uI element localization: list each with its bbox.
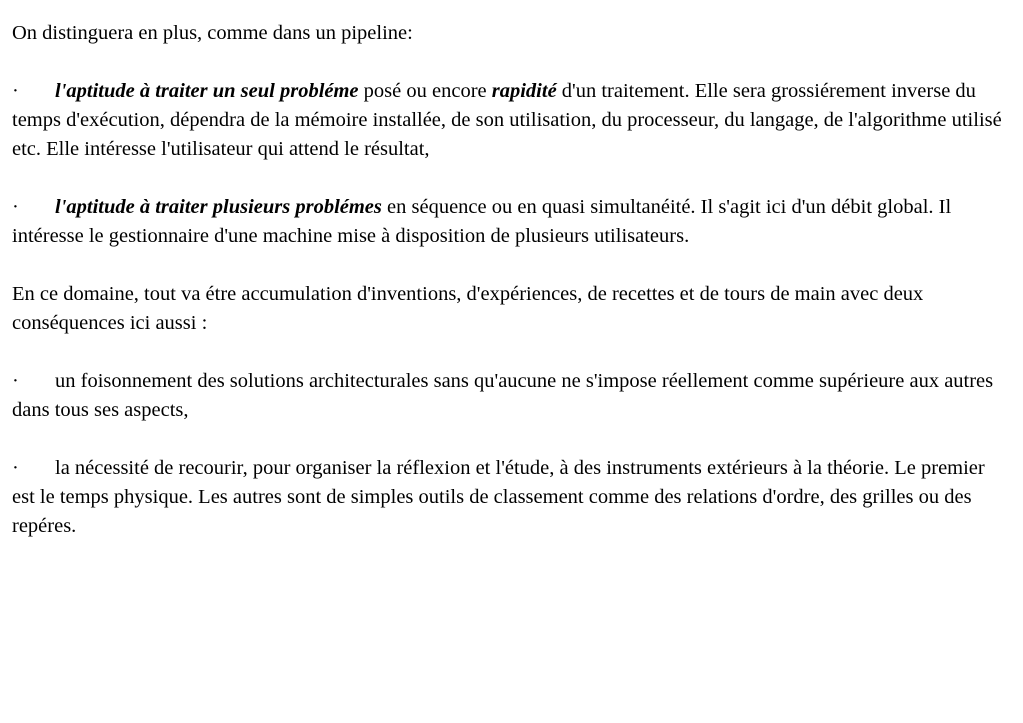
bullet-item-single-problem [12, 77, 1011, 164]
consequences-paragraph [12, 280, 1011, 338]
bullet-icon: · [12, 457, 19, 479]
item2-text-1: en séquence ou en quasi simultanéité. Il s'agit ici d'un débit global. Il intéresse le gestionnaire d'une machine mise à disposition de plusieurs utilisateurs. [12, 196, 952, 247]
emphasis-rapidity: rapidité [491, 80, 557, 102]
intro-paragraph [12, 19, 1011, 48]
intro-text: On distinguera en plus, comme dans un pipeline: [12, 22, 413, 44]
item1-text-1: posé ou encore [358, 80, 492, 102]
item1-text-2: d'un traitement. Elle sera grossiérement inverse du temps d'exécution, dépendra de la mémoire installée, de son utilisation, du processeur, du langage, de l'algorithme utilisé etc. Elle intéresse l'utilisateur qui attend le résultat, [12, 80, 1002, 160]
emphasis-single-problem: l'aptitude à traiter un seul probléme [55, 80, 359, 102]
bullet-icon: · [12, 196, 19, 218]
bullet-icon: · [12, 370, 19, 392]
consequences-text: En ce domaine, tout va étre accumulation d'inventions, d'expériences, de recettes et de tours de main avec deux conséquences ici aussi : [12, 283, 924, 334]
bullet-icon: · [12, 80, 19, 102]
bullet-item-instruments [12, 454, 1011, 541]
item4-text: la nécessité de recourir, pour organiser la réflexion et l'étude, à des instruments extérieurs à la théorie. Le premier est le temps physique. Les autres sont de simples outils de classement comme des relations d'ordre, des grilles ou des repéres. [12, 457, 985, 537]
emphasis-multiple-problems: l'aptitude à traiter plusieurs problémes [55, 196, 382, 218]
item3-text: un foisonnement des solutions architecturales sans qu'aucune ne s'impose réellement comme supérieure aux autres dans tous ses aspects, [12, 370, 994, 421]
bullet-item-multiple-problems [12, 193, 1011, 251]
bullet-item-architectures [12, 367, 1011, 425]
